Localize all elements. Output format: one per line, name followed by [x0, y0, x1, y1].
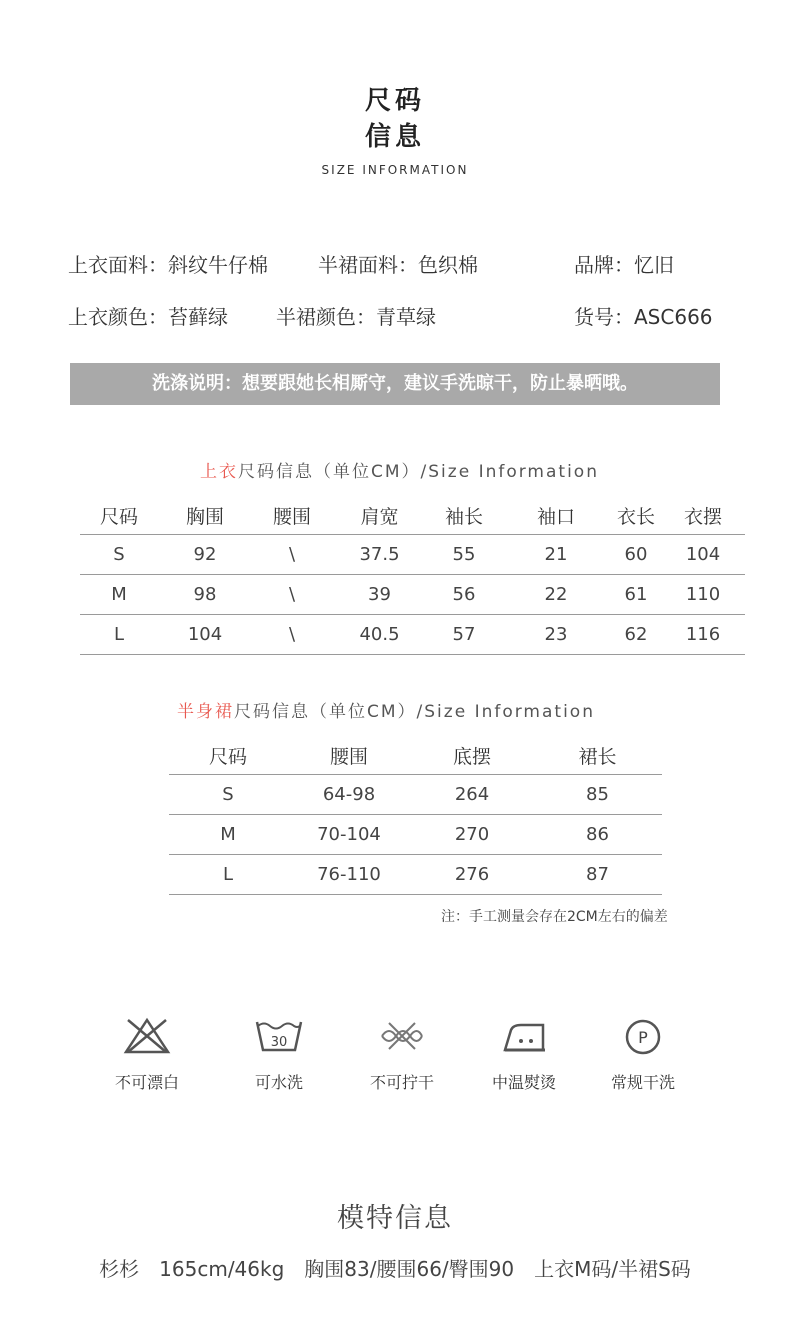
table-cell: 39 — [332, 575, 427, 615]
table-cell: L — [169, 855, 287, 895]
table-cell: 64-98 — [287, 775, 411, 815]
table-cell: L — [80, 615, 158, 655]
care-item-dry-clean — [593, 1016, 693, 1093]
table-cell: \ — [252, 615, 332, 655]
top-size-title-accent: 上衣 — [200, 462, 238, 482]
table-row — [80, 535, 745, 575]
table-cell: 104 — [661, 535, 745, 575]
table-header-row — [169, 736, 662, 775]
table-cell: S — [169, 775, 287, 815]
model-info-line: 杉杉 165cm/46kg 胸围83/腰围66/臀围90 上衣M码/半裙S码 — [99, 1257, 691, 1281]
page-subtitle: SIZE INFORMATION — [321, 163, 469, 177]
table-cell: 55 — [427, 535, 501, 575]
care-item-iron — [474, 1016, 574, 1093]
skirt-size-title — [177, 697, 595, 722]
table-cell: 37.5 — [332, 535, 427, 575]
wash-30-icon — [254, 1016, 304, 1056]
table-cell: 110 — [661, 575, 745, 615]
care-label: 不可拧干 — [369, 1073, 434, 1092]
dry-clean-icon — [618, 1016, 668, 1056]
table-cell: 264 — [411, 775, 533, 815]
header-cell: 尺码 — [208, 745, 247, 768]
table-cell: \ — [252, 575, 332, 615]
top-fabric: 上衣面料：斜纹牛仔棉 — [68, 253, 268, 277]
page-title-line1: 尺码 — [364, 86, 425, 116]
dry-clean-letter: P — [638, 1028, 648, 1047]
no-bleach-icon — [122, 1016, 172, 1056]
top-size-title-rest: 尺码信息（单位CM）/Size Information — [238, 462, 599, 482]
table-cell: 60 — [611, 535, 661, 575]
care-item-no-bleach — [97, 1016, 197, 1093]
table-cell: 104 — [158, 615, 252, 655]
header-cell: 尺码 — [99, 505, 138, 528]
care-item-wash — [229, 1016, 329, 1093]
header-cell: 腰围 — [272, 505, 311, 528]
table-cell: 87 — [533, 855, 662, 895]
skirt-fabric: 半裙面料：色织棉 — [318, 253, 478, 277]
page-title-line2: 信息 — [364, 122, 425, 152]
table-cell: 61 — [611, 575, 661, 615]
top-size-title — [200, 457, 599, 482]
table-cell: 23 — [501, 615, 611, 655]
table-cell: 76-110 — [287, 855, 411, 895]
table-cell: 62 — [611, 615, 661, 655]
header-cell: 腰围 — [329, 745, 368, 768]
table-row — [169, 815, 662, 855]
care-label: 可水洗 — [254, 1073, 303, 1092]
header-cell: 裙长 — [578, 745, 617, 768]
skirt-size-table — [169, 736, 662, 895]
table-cell: 70-104 — [287, 815, 411, 855]
iron-medium-icon — [499, 1016, 549, 1056]
top-size-table — [80, 496, 745, 655]
header-cell: 袖口 — [536, 505, 575, 528]
measurement-note: 注：手工测量会存在2CM左右的偏差 — [441, 909, 668, 925]
table-cell: 116 — [661, 615, 745, 655]
brand: 品牌：忆旧 — [574, 253, 674, 277]
no-wring-icon — [377, 1016, 427, 1056]
table-row — [169, 775, 662, 815]
top-color: 上衣颜色：苔藓绿 — [68, 305, 228, 329]
header-cell: 袖长 — [444, 505, 483, 528]
skirt-size-title-rest: 尺码信息（单位CM）/Size Information — [234, 702, 595, 722]
table-cell: 270 — [411, 815, 533, 855]
care-label: 中温熨烫 — [491, 1073, 556, 1092]
wash-temp: 30 — [270, 1035, 288, 1050]
table-cell: 86 — [533, 815, 662, 855]
table-cell: 85 — [533, 775, 662, 815]
header-cell: 胸围 — [185, 505, 224, 528]
table-cell: S — [80, 535, 158, 575]
table-cell: 92 — [158, 535, 252, 575]
skirt-color: 半裙颜色：青草绿 — [276, 305, 436, 329]
header-cell: 底摆 — [452, 745, 491, 768]
table-cell: \ — [252, 535, 332, 575]
header-cell: 衣长 — [616, 505, 655, 528]
table-cell: M — [169, 815, 287, 855]
table-cell: 56 — [427, 575, 501, 615]
table-row — [80, 615, 745, 655]
table-cell: 21 — [501, 535, 611, 575]
table-cell: 22 — [501, 575, 611, 615]
skirt-size-title-accent: 半身裙 — [177, 702, 234, 722]
header-cell: 肩宽 — [360, 505, 399, 528]
care-label: 不可漂白 — [114, 1073, 179, 1092]
model-info-title: 模特信息 — [337, 1203, 453, 1234]
care-item-no-wring — [352, 1016, 452, 1093]
header-cell: 衣摆 — [683, 505, 722, 528]
table-cell: 276 — [411, 855, 533, 895]
wash-notice-banner: 洗涤说明：想要跟她长相厮守，建议手洗晾干，防止暴晒哦。 — [70, 363, 720, 405]
table-cell: 40.5 — [332, 615, 427, 655]
item-number: 货号：ASC666 — [574, 305, 713, 329]
table-row — [80, 575, 745, 615]
care-label: 常规干洗 — [610, 1073, 675, 1092]
table-cell: M — [80, 575, 158, 615]
table-row — [169, 855, 662, 895]
table-cell: 98 — [158, 575, 252, 615]
table-cell: 57 — [427, 615, 501, 655]
table-header-row — [80, 496, 745, 535]
